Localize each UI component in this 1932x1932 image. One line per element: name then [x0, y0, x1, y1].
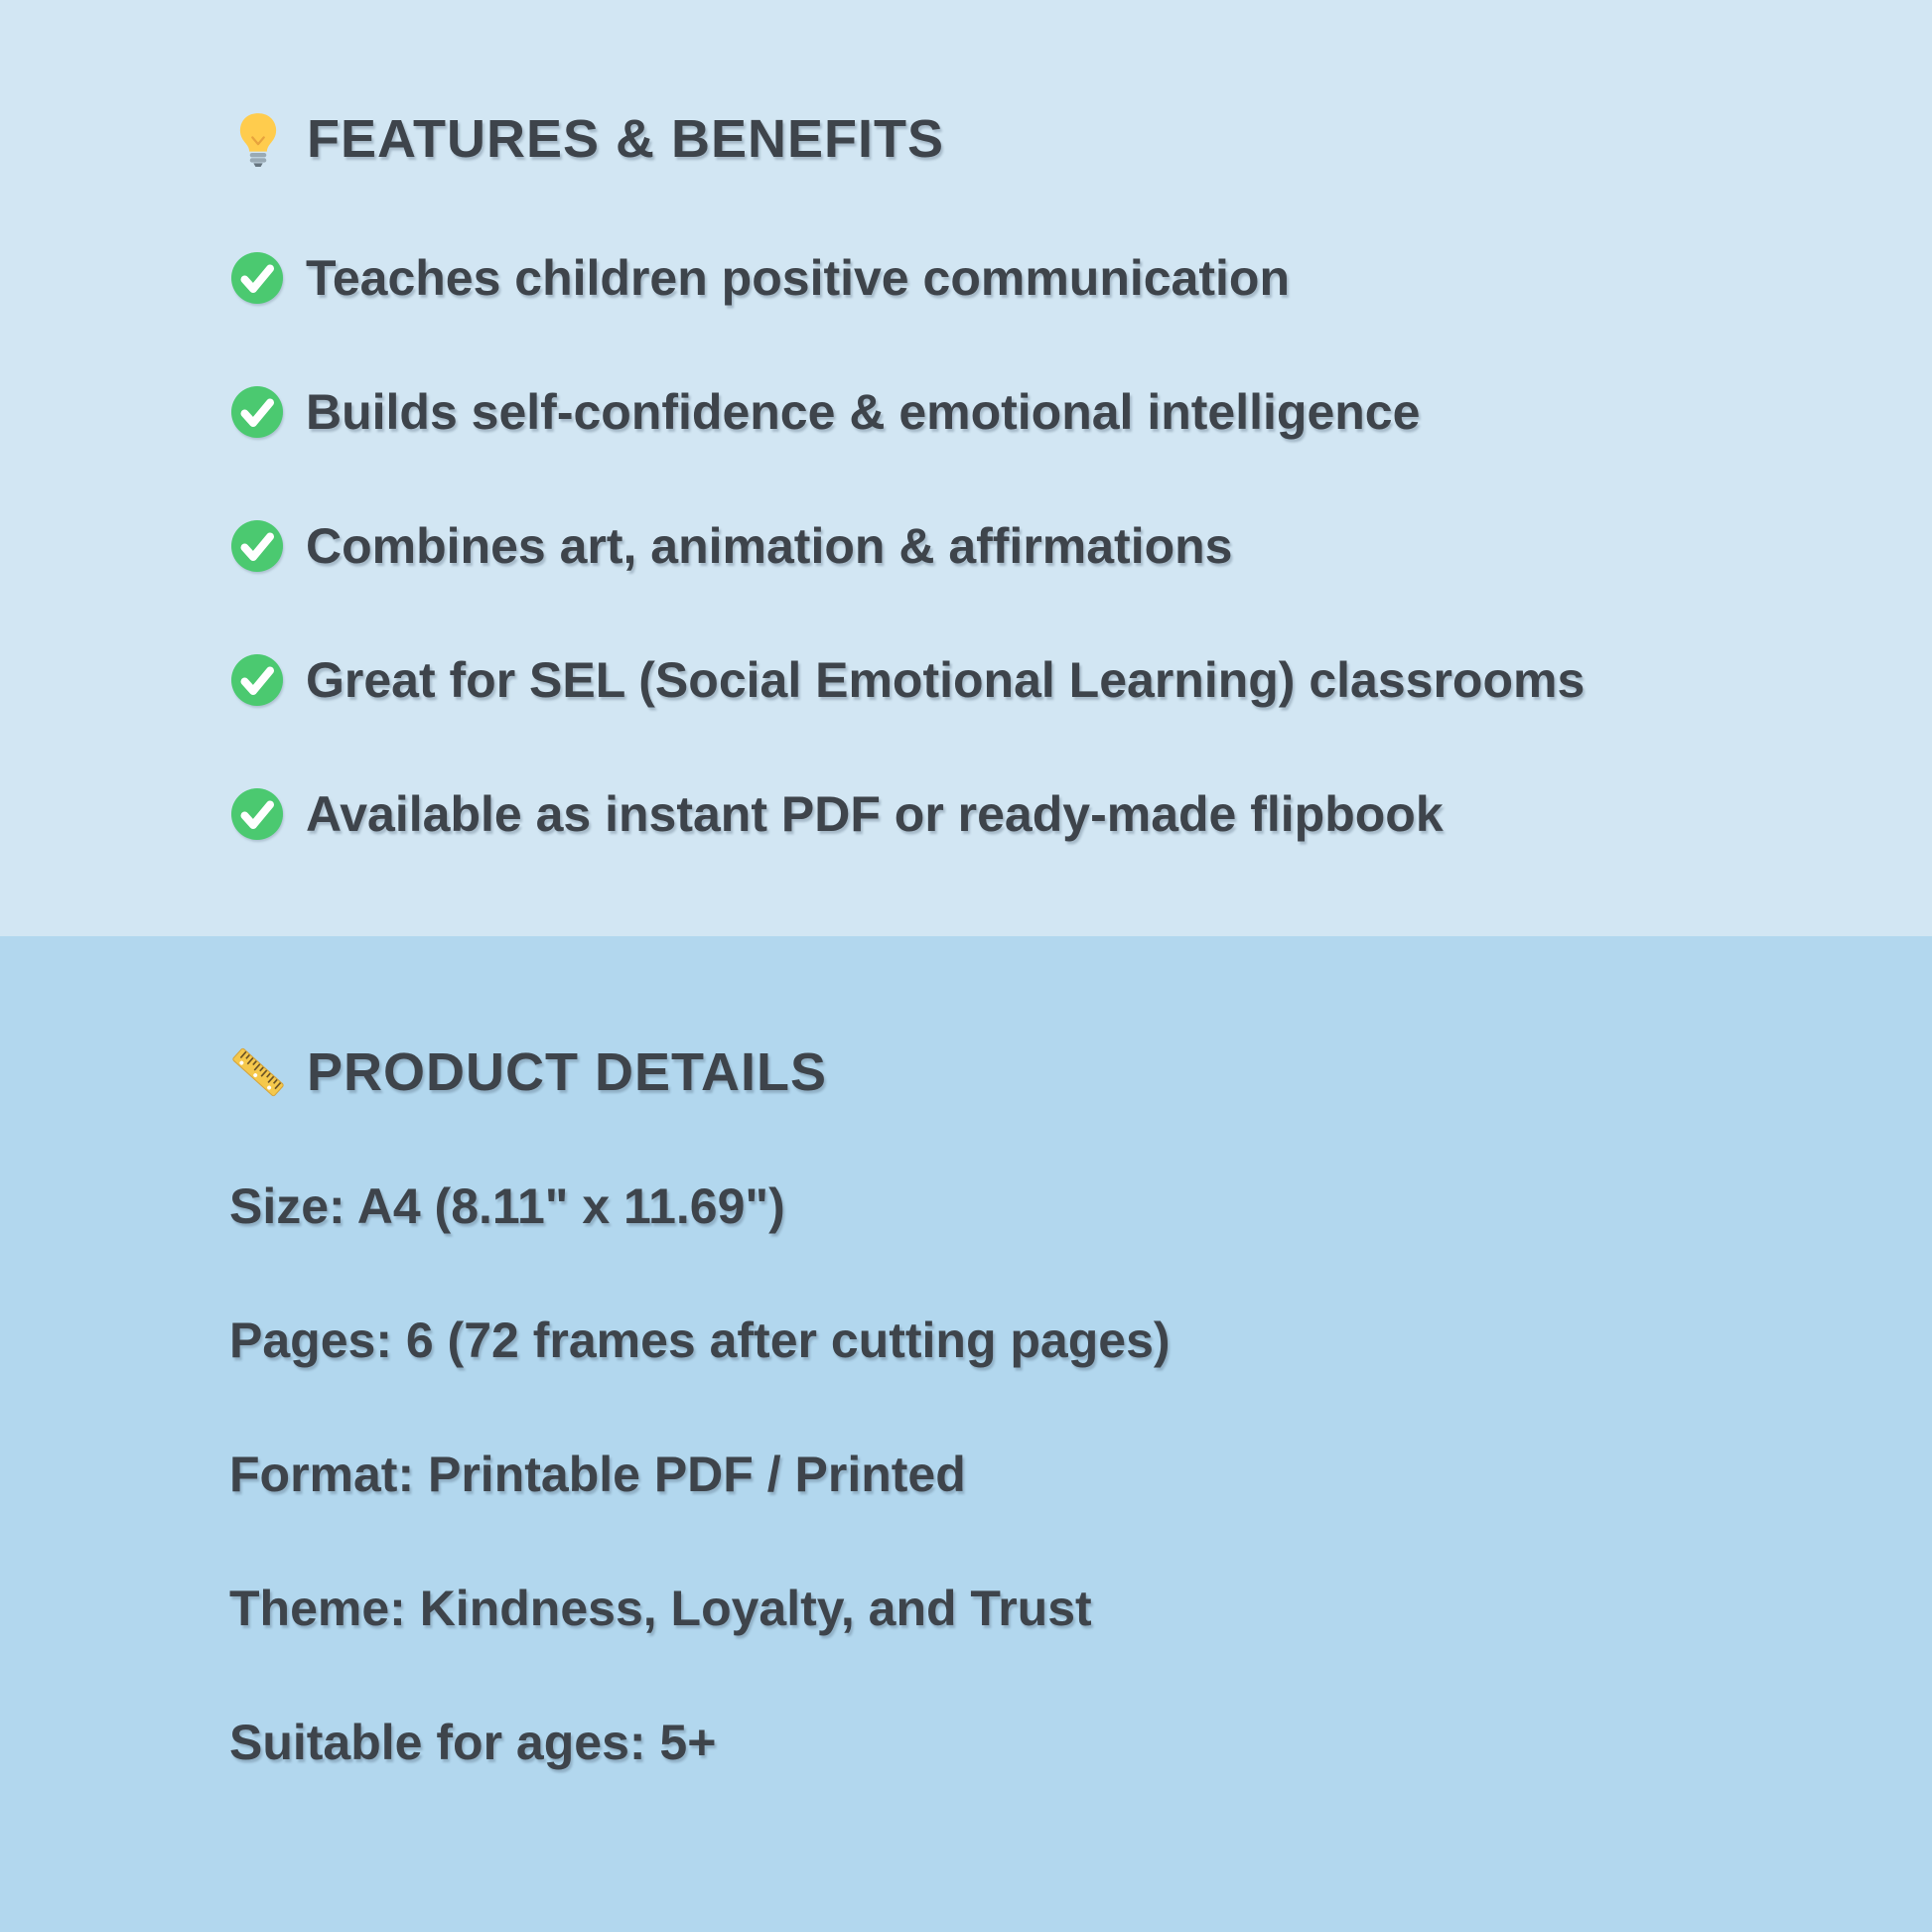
product-details-section	[0, 936, 1932, 1932]
feature-item	[229, 250, 1932, 306]
feature-item-text: Great for SEL (Social Emotional Learning) classrooms	[306, 652, 1586, 708]
check-circle-icon	[229, 518, 285, 574]
feature-item	[229, 786, 1932, 842]
check-circle-icon	[229, 384, 285, 440]
detail-pages: Pages: 6 (72 frames after cutting pages)	[229, 1312, 1171, 1368]
feature-item-text: Combines art, animation & affirmations	[306, 518, 1233, 574]
details-list	[229, 1176, 1932, 1772]
feature-item-text: Builds self-confidence & emotional intelligence	[306, 384, 1421, 440]
check-circle-icon	[229, 250, 285, 306]
detail-format: Format: Printable PDF / Printed	[229, 1447, 966, 1502]
feature-item	[229, 518, 1932, 574]
check-circle-icon	[229, 652, 285, 708]
feature-item	[229, 652, 1932, 708]
ruler-icon	[229, 1043, 287, 1101]
detail-theme: Theme: Kindness, Loyalty, and Trust	[229, 1581, 1092, 1636]
details-heading: PRODUCT DETAILS	[307, 1042, 827, 1102]
details-heading-row	[229, 1037, 1932, 1107]
detail-size: Size: A4 (8.11" x 11.69")	[229, 1178, 785, 1234]
feature-item	[229, 384, 1932, 440]
detail-ages: Suitable for ages: 5+	[229, 1715, 717, 1770]
check-circle-icon	[229, 786, 285, 842]
lightbulb-icon	[229, 110, 287, 168]
features-heading-row	[229, 104, 1932, 174]
features-heading: FEATURES & BENEFITS	[307, 109, 945, 169]
features-list	[229, 250, 1932, 842]
features-section	[0, 0, 1932, 936]
feature-item-text: Teaches children positive communication	[306, 250, 1290, 306]
feature-item-text: Available as instant PDF or ready-made flipbook	[306, 786, 1444, 842]
